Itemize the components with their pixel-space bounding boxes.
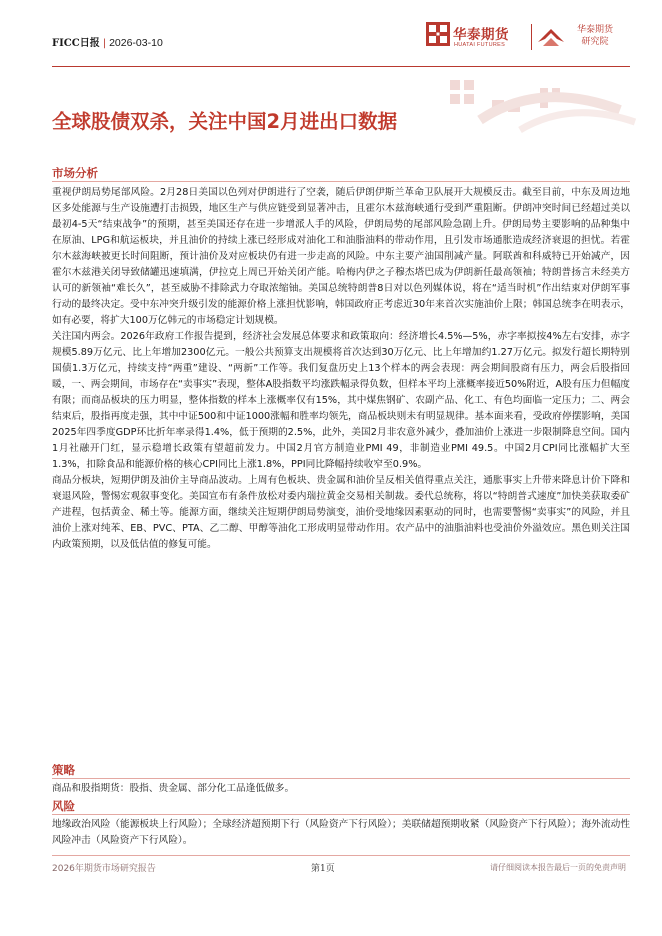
company-name-en: HUATAI FUTURES [454, 42, 506, 48]
risk-heading: 风险 [52, 799, 75, 813]
report-date: 2026-03-10 [109, 37, 163, 49]
strategy-body: 商品和股指期货：股指、贵金属、部分化工品逢低做多。 [52, 783, 295, 794]
risk-body: 地缘政治风险（能源板块上行风险）；全球经济超预期下行（风险资产下行风险）；美联储超预期收紧（风险资产下行风险）；海外流动性风险冲击（风险资产下行风险）。 [52, 819, 630, 846]
institute-name [570, 24, 620, 48]
market-analysis-heading: 市场分析 [52, 166, 98, 180]
page-title: 全球股债双杀，关注中国2月进出口数据 [52, 110, 398, 133]
logo-divider [531, 24, 532, 50]
company-name-cn: 华泰期货 [453, 27, 509, 43]
risk-rule [52, 814, 630, 815]
company-logo [426, 22, 526, 52]
report-header-label [52, 34, 163, 49]
market-analysis-body [52, 185, 630, 553]
analysis-paragraph-commodities: 商品分板块，短期伊朗及油价主导商品波动。上周有色板块、贵金属和油价呈反相关值得重点关注，通胀事实上升带来降息计价下降和衰退风险，警惕宏观叙事变化。美国宣布有条件放松对委内瑞拉黄金交易相关制裁。委代总统称，将以“特朗普式速度”加快美获取委矿产进程，包括黄金、稀土等。能源方面，继续关注短期伊朗局势演变，油价受地缘因素驱动的同时，也需要警惕“卖事实”的风险，并且油价上涨对纯苯、EB、PVC、PTA、乙二醇、甲醇等油化工形成明显带动作用。农产品中的油脂油料也受油价外溢效应。黑色则关注国内政策预期，以及低估值的修复可能。 [52, 475, 630, 550]
institute-name-line2: 研究院 [581, 37, 609, 47]
institute-name-line1: 华泰期货 [576, 25, 613, 35]
strategy-heading: 策略 [52, 763, 75, 777]
analysis-paragraph-geopolitics: 重视伊朗局势尾部风险。2月28日美国以色列对伊朗进行了空袭，随后伊朗伊斯兰革命卫队展开大规模反击。截至目前，中东及周边地区多处能源与生产设施遭打击损毁，地区生产与供应链受到显著冲击，且霍尔木兹海峡通行受到严重阻断。伊朗冲突时间已经超过美以最初4-5天“结束战争”的预期，甚至美国还存在进一步增派人手的风险，伊朗局势的尾部风险急剧上升。伊朗局势主要影响的品种集中在原油、LPG和航运板块，并且油价的持续上涨已经形成对油化工和油脂油料的带动作用，且引发市场通胀造成经济衰退的担忧。若霍尔木兹海峡被更长时间阻断，预计油价及对应板块仍有进一步走高的风险。中东主要产油国削减产量。阿联酋和科威特已开始减产，因霍尔木兹港关闭导致储罐迅速填满，伊拉克上周已开始关闭产能。哈梅内伊之子穆杰塔巴成为伊朗新任最高领袖；特朗普扬言未经美方认可的新领袖“难长久”，甚至威胁不排除武力夺取浓缩铀。美国总统特朗普8日对以色列媒体说，将在“适当时机”作出结束对伊朗军事行动的最终决定。受中东冲突升级引发的能源价格上涨担忧影响，韩国政府正考虑近30年来首次实施油价上限；韩国总统李在明表示，如有必要，将扩大100万亿韩元的市场稳定计划规模。 [52, 187, 630, 326]
analysis-paragraph-two-sessions: 关注国内两会。2026年政府工作报告提到，经济社会发展总体要求和政策取向：经济增长4.5%—5%，赤字率拟按4%左右安排，赤字规模5.89万亿元、比上年增加2300亿元。一般公共预算支出规模将首次达到30万亿元、比上年增加约1.27万亿元。拟发行超长期特别国债1.3万亿元，持续支持“两重”建设、“两新”工作等。我们复盘历史上13个样本的两会表现：两会期间股商有压力，两会后股指回暖，一、两会期间，市场存在“卖事实”表现，整体A股指数平均涨跌幅录得负数，但样本平均上涨概率接近50%附近，A股有压力但幅度有限；而商品板块的压力明显，整体指数的样本上涨概率仅有15%，其中煤焦钢矿、农副产品、化工、有色均面临一定压力；二、两会结束后，股指再度走强，其中中证500和中证1000涨幅和胜率均领先，商品板块则未有明显规律。基本面来看，受政府停摆影响，美国2025年四季度GDP环比折年率录得1.4%，低于预期的2.5%，此外，美国2月非农意外减少，叠加油价上涨进一步限制降息空间。国内1月社融开门红，显示稳增长政策有望超前发力。中国2月官方制造业PMI 49，非制造业PMI 49.5。中国2月CPI同比涨幅扩大至1.3%，扣除食品和能源价格的核心CPI同比上涨1.8%，PPI同比降幅持续收窄至0.9%。 [52, 331, 630, 470]
footer-report-label: 2026年期货市场研究报告 [52, 864, 156, 874]
header-separator: | [102, 38, 107, 49]
decorative-motif-icon [420, 60, 640, 142]
strategy-rule [52, 778, 630, 779]
report-name: FICC日报 [52, 38, 100, 49]
market-analysis-rule [52, 181, 630, 182]
page-number: 第1页 [311, 864, 335, 874]
company-logo-icon [426, 22, 450, 46]
footer-rule [52, 855, 630, 856]
footer-disclaimer: 请仔细阅读本报告最后一页的免责声明 [490, 863, 626, 872]
institute-logo-icon [537, 26, 565, 48]
